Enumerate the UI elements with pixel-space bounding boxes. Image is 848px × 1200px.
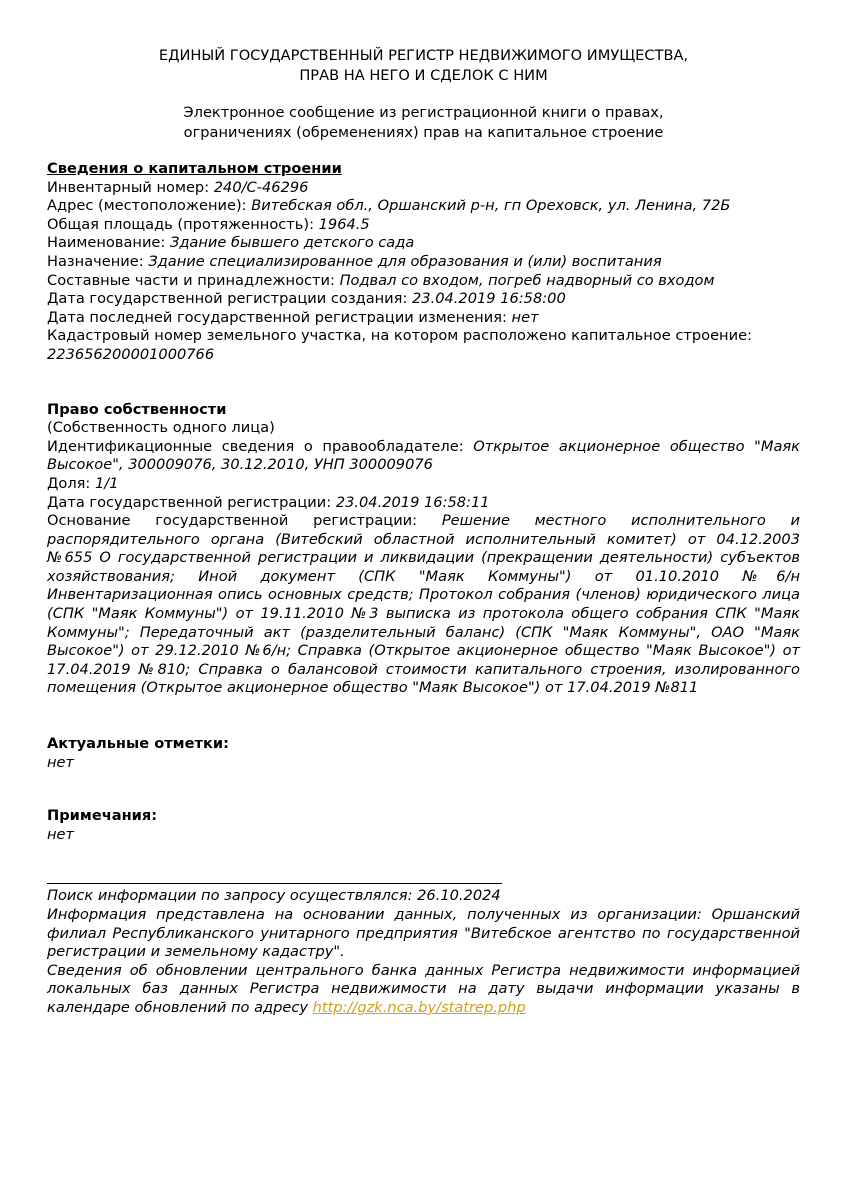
field-total-area — [47, 216, 800, 235]
field-label: Инвентарный номер: — [47, 178, 210, 196]
update-info-text: Сведения об обновлении центрального банка данных Регистра недвижимости информацией локальных баз данных Регистра недвижимости на дату выдачи информации указаны в календаре обновлений по адресу — [47, 961, 800, 1016]
section-ownership-right — [47, 401, 800, 699]
field-value: 1964.5 — [318, 215, 370, 233]
field-value: 240/С-46296 — [213, 178, 309, 196]
section-notes — [47, 807, 800, 844]
field-purpose — [47, 253, 800, 272]
field-label: Адрес (местоположение): — [47, 197, 247, 215]
search-date-line: Поиск информации по запросу осуществлялся: 26.10.2024 — [47, 887, 501, 905]
field-value: Здание специализированное для образования и (или) воспитания — [148, 252, 662, 270]
notes-section-heading: Примечания: — [47, 807, 158, 825]
field-label: Наименование: — [47, 234, 166, 252]
field-value: Решение местного исполнительного и распорядительного органа (Витебский областной исполнительный комитет) от 04.12.2003 №655 О государственной регистрации и ликвидации (прекращении деятельности) субъектов хозяйствования; Иной документ (СПК "Маяк Коммуны") от 01.10.2010 №6/н Инвентаризационная опись основных средств; Протокол собрания (членов) юридического лица (СПК "Маяк Коммуны") от 19.11.2010 №3 выписка из протокола общего собрания СПК "Маяк Коммуны"; Передаточный акт (разделительный баланс) (СПК "Маяк Коммуны", ОАО "Маяк Высокое") от 29.12.2010 №6/н; Справка (Открытое акционерное общество "Маяк Высокое") от 17.04.2019 №810; Справка о балансовой стоимости капитального строения, изолированного помещения (Открытое акционерное общество "Маяк Высокое") от 17.04.2019 №811 — [47, 512, 801, 697]
update-info-line — [47, 962, 800, 1018]
info-source-line: Информация представлена на основании данных, полученных из организации: Оршанский филиал Республиканского унитарного предприятия "Витебское агентство по государственной регистрации и земельному кадастру". — [47, 906, 800, 961]
footer-divider-line — [47, 883, 502, 884]
statrep-link[interactable]: http://gzk.nca.by/statrep.php — [312, 998, 526, 1016]
field-rightholder-identification — [47, 438, 800, 475]
field-label: Составные части и принадлежности: — [47, 271, 335, 289]
marks-value: нет — [47, 753, 75, 771]
field-value: Здание бывшего детского сада — [169, 234, 415, 252]
field-label: Назначение: — [47, 252, 144, 270]
field-value: 23.04.2019 16:58:11 — [335, 493, 490, 511]
section-actual-marks — [47, 735, 800, 772]
field-inventory-number — [47, 179, 800, 198]
field-value: 1/1 — [95, 474, 119, 492]
title-line-2: ПРАВ НА НЕГО И СДЕЛОК С НИМ — [299, 67, 548, 84]
ownership-section-heading: Право собственности — [47, 400, 227, 418]
field-label: Доля: — [47, 474, 91, 492]
field-label: Идентификационные сведения о правообладателе: — [47, 437, 464, 455]
field-value: Подвал со входом, погреб надворный со входом — [339, 271, 715, 289]
field-name — [47, 234, 800, 253]
field-value: 23.04.2019 16:58:00 — [412, 290, 566, 308]
marks-section-heading: Актуальные отметки: — [47, 735, 229, 753]
ownership-type-note: (Собственность одного лица) — [47, 419, 275, 437]
field-last-change-date — [47, 309, 800, 328]
field-label: Дата государственной регистрации создания: — [47, 290, 408, 308]
field-registration-basis — [47, 512, 800, 698]
field-label: Основание государственной регистрации: — [47, 512, 418, 530]
field-label: Дата последней государственной регистрации изменения: — [47, 308, 507, 326]
field-registration-date-created — [47, 290, 800, 309]
field-value: Витебская обл., Оршанский р-н, гп Ореховск, ул. Ленина, 72Б — [251, 197, 731, 215]
field-address — [47, 197, 800, 216]
document-footer — [47, 883, 800, 1017]
field-cadastral-number — [47, 327, 800, 364]
title-line-1: ЕДИНЫЙ ГОСУДАРСТВЕННЫЙ РЕГИСТР НЕДВИЖИМОГО ИМУЩЕСТВА, — [158, 47, 689, 64]
document-title — [47, 46, 800, 86]
field-label: Кадастровый номер земельного участка, на котором расположено капитальное строение: — [47, 327, 752, 345]
field-label: Дата государственной регистрации: — [47, 493, 332, 511]
field-label: Общая площадь (протяженность): — [47, 215, 314, 233]
notes-value: нет — [47, 825, 75, 843]
document-subtitle — [47, 103, 800, 143]
field-registration-date — [47, 494, 800, 513]
field-value: нет — [511, 308, 539, 326]
field-share — [47, 475, 800, 494]
field-components — [47, 272, 800, 291]
field-value: Открытое акционерное общество "Маяк Высокое", 300009076, 30.12.2010, УНП 300009076 — [47, 437, 800, 474]
subtitle-line-2: ограничениях (обременениях) прав на капитальное строение — [183, 124, 664, 141]
subtitle-line-1: Электронное сообщение из регистрационной книги о правах, — [183, 104, 664, 121]
field-value: 223656200001000766 — [47, 345, 215, 363]
section-building-info — [47, 160, 800, 365]
building-section-heading: Сведения о капитальном строении — [47, 160, 342, 177]
